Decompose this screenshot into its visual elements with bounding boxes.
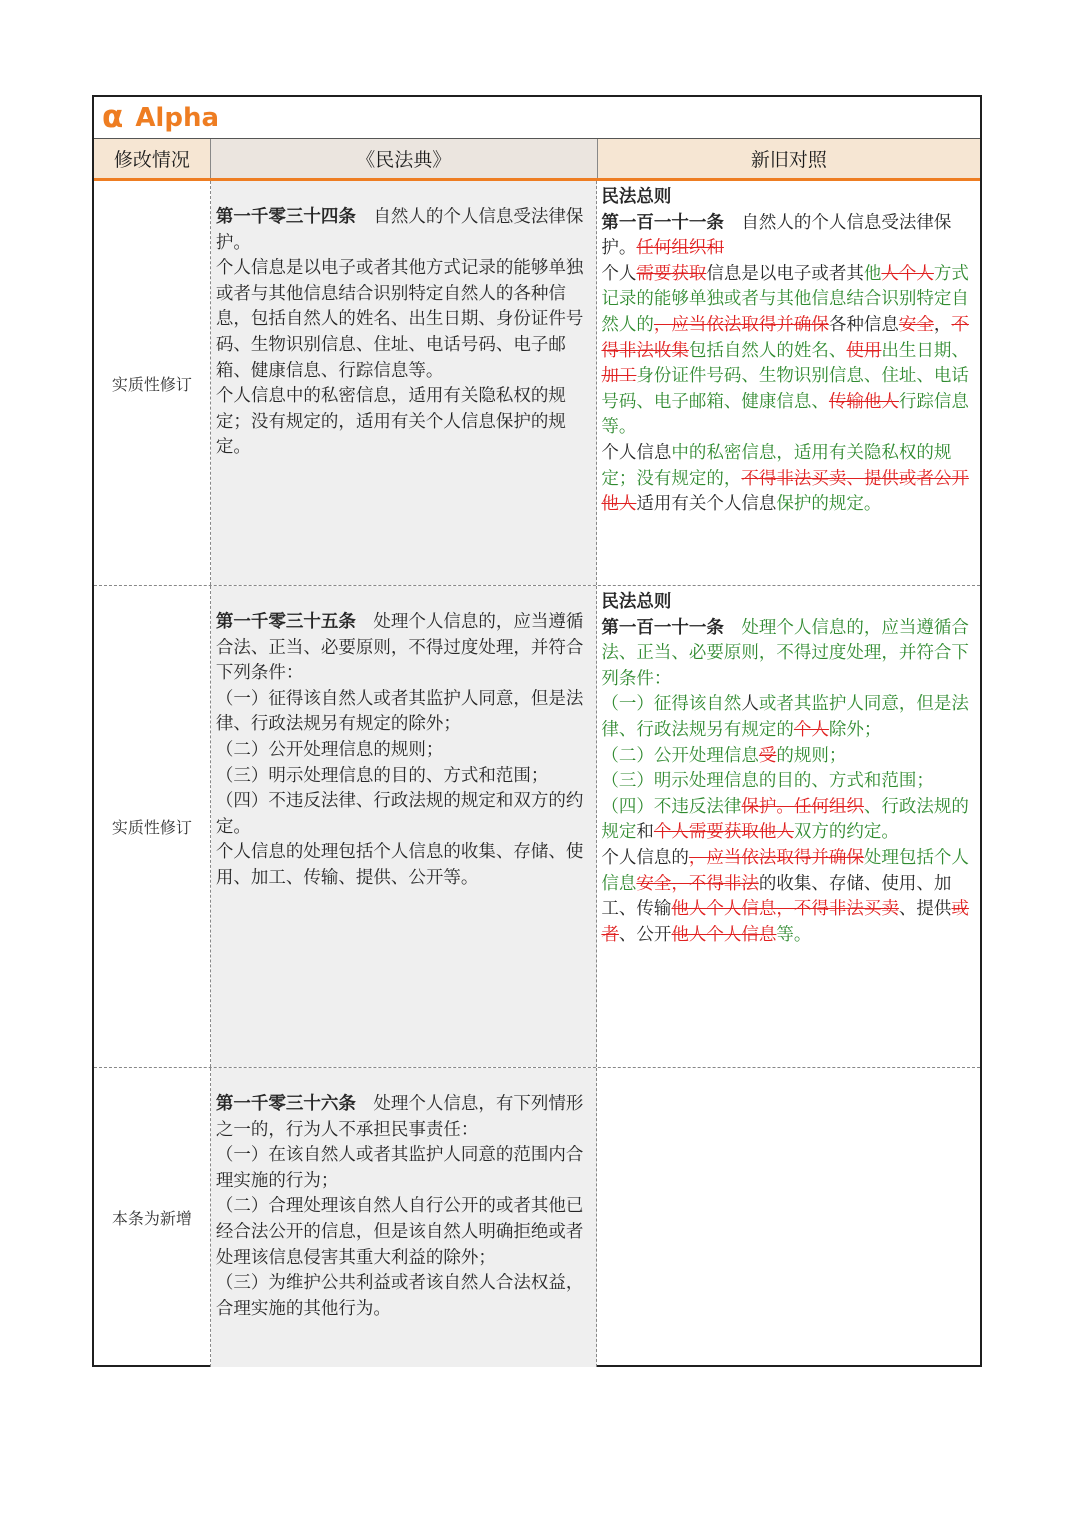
text-segment: （一）征得该自然人或者其监护人同意，但是法律、行政法规另有规定的除外； <box>215 688 584 735</box>
paragraph <box>216 205 594 256</box>
comparison-cell <box>597 181 980 585</box>
deleted-text: ，应当依法取得并确保 <box>688 847 864 868</box>
deleted-text: 个人 <box>793 719 829 740</box>
text-segment: 个人信息 <box>601 847 672 868</box>
deleted-text: 安全，不得非法 <box>636 873 759 894</box>
civil-code-cell <box>211 586 598 1067</box>
unchanged-text: 他 <box>863 263 882 284</box>
text-segment: 个人信息是以电子或者其他方式记录的能够单独或者与其他信息结合识别特定自然人的各种信息，包括自然人的姓名、出生日期、身份证件号码、生物识别信息、住址、电话号码、电子邮箱、健康信息、行踪信息等。 <box>215 258 584 381</box>
unchanged-text: 处理个人信息的，应当遵循合法、正当、必要原则，不得过度处理，并符合下列条件： <box>601 617 969 689</box>
revision-status-cell: 实质性修订 <box>94 586 211 1067</box>
deleted-text: 安全 <box>898 314 934 335</box>
brand-bar <box>94 97 980 139</box>
deleted-text: 需要获取 <box>636 263 707 284</box>
article-heading: 民法总则 <box>601 592 672 612</box>
paragraph <box>216 1271 594 1322</box>
brand-name: Alpha <box>135 102 220 133</box>
revision-status-cell: 实质性修订 <box>94 181 211 585</box>
text-segment: （四）不违反法律、行政法规的规定和双方的约定。 <box>215 791 584 837</box>
paragraph <box>216 1143 594 1194</box>
unchanged-text: 处理包括个人信息 <box>601 847 969 894</box>
paragraph <box>216 256 594 384</box>
text-segment: 个人信息 <box>601 442 672 463</box>
text-segment: 自然人的个人信息受法律保护。 <box>215 207 584 253</box>
table-row <box>94 181 980 586</box>
deleted-text: 或者 <box>601 899 969 945</box>
unchanged-text: 、行政法规的规定 <box>601 796 969 843</box>
deleted-text: 传输他人 <box>828 391 899 412</box>
text-segment: 处理个人信息，有下列情形之一的，行为人不承担民事责任： <box>215 1094 584 1140</box>
article-heading: 第一百一十一条 <box>601 617 724 638</box>
text-segment: 个人信息中的私密信息，适用有关隐私权的规定；没有规定的，适用有关个人信息保护的规定。 <box>215 386 566 458</box>
deleted-text: 不得非法收集 <box>601 314 969 361</box>
article-heading: 民法总则 <box>601 187 672 207</box>
text-segment: 个人信息 <box>706 494 777 515</box>
paragraph <box>601 262 977 441</box>
unchanged-text: 身份证件号码、生物识别信息、住址、电话号码、电子邮箱、健康信息、 <box>601 366 969 412</box>
table-row <box>94 1068 980 1367</box>
unchanged-text: 等。 <box>776 924 812 945</box>
text-segment: 自然人的个人信息受法律保护。 <box>601 212 952 259</box>
paragraph <box>216 610 594 687</box>
deleted-text: 保护。任何组织 <box>741 796 864 817</box>
paragraph <box>601 846 977 948</box>
text-segment: 人 <box>741 694 759 715</box>
unchanged-text: （二）公开处理信息 <box>601 745 759 766</box>
paragraph <box>216 384 594 461</box>
text-segment: 和 <box>636 822 654 843</box>
unchanged-text: 保护的规定。 <box>776 494 882 515</box>
text-segment: 适用有关 <box>636 494 707 515</box>
deleted-text: 使用 <box>846 340 882 361</box>
text-segment: （三）为维护公共利益或者该自然人合法权益，合理实施的其他行为。 <box>215 1273 584 1319</box>
deleted-text: 个人需要获取他人 <box>653 822 794 843</box>
unchanged-text: 的规则； <box>776 745 847 766</box>
paragraph <box>601 616 977 693</box>
paragraph <box>601 590 977 616</box>
header-old-new-comparison: 新旧对照 <box>598 139 980 178</box>
unchanged-text: （一）征得该自然 <box>601 694 742 715</box>
alpha-logo-icon: α <box>102 99 124 135</box>
paragraph <box>601 795 977 846</box>
unchanged-text: （三）明示处理信息的目的、方式和范围； <box>601 771 934 792</box>
revision-status-cell: 本条为新增 <box>94 1068 211 1367</box>
paragraph <box>216 687 594 738</box>
unchanged-text: 方式记录的能够单独或者与其他信息结合识别特定自然人的 <box>601 263 969 335</box>
text-segment: 个人 <box>601 263 637 284</box>
paragraph <box>601 744 977 770</box>
deleted-text: 他人个人信息 <box>671 924 777 945</box>
deleted-text: 他人个人信息，不得非法买卖 <box>671 899 899 920</box>
paragraph <box>601 211 977 262</box>
unchanged-text: 包括自然人的姓名、 <box>688 340 847 361</box>
comparison-table <box>92 95 982 1367</box>
article-heading: 第一千零三十六条 <box>215 1094 356 1114</box>
civil-code-cell <box>211 1068 598 1367</box>
paragraph <box>216 764 594 790</box>
paragraph <box>601 441 977 518</box>
table-header <box>94 139 980 181</box>
article-heading: 第一百一十一条 <box>601 212 724 233</box>
paragraph <box>216 1194 594 1271</box>
deleted-text: 受 <box>758 745 777 766</box>
unchanged-text: （四）不违反法律 <box>601 796 742 817</box>
paragraph <box>216 1092 594 1143</box>
text-segment: 各种信息 <box>828 314 899 335</box>
paragraph <box>216 840 594 891</box>
deleted-text: 任何组织和 <box>636 238 724 259</box>
text-segment: （二）公开处理信息的规则； <box>215 739 444 760</box>
text-segment: （二）合理处理该自然人自行公开的或者其他已经合法公开的信息，但是该自然人明确拒绝或者处理该信息侵害其重大利益的除外； <box>215 1196 584 1268</box>
comparison-cell <box>597 1068 980 1367</box>
text-segment: ， <box>933 314 952 335</box>
table-row <box>94 586 980 1068</box>
unchanged-text: 出生日期、 <box>881 340 969 361</box>
paragraph <box>601 769 977 795</box>
text-segment: 处理个人信息的，应当遵循合法、正当、必要原则，不得过度处理，并符合下列条件： <box>215 612 584 684</box>
paragraph <box>601 185 977 211</box>
unchanged-text: 除外； <box>828 719 882 740</box>
unchanged-text: 行踪信息等。 <box>601 391 969 438</box>
text-segment: 、提供 <box>898 899 952 920</box>
comparison-cell <box>597 586 980 1067</box>
paragraph <box>216 738 594 764</box>
text-segment: 的收集、存储 <box>758 873 864 894</box>
text-segment: 的 <box>671 847 689 868</box>
deleted-text: ，应当依法取得并确保 <box>653 314 829 335</box>
text-segment: 、公开 <box>618 924 672 945</box>
civil-code-cell <box>211 181 598 585</box>
unchanged-text: 或者其监护人同意，但是法律、行政法规另有规定的 <box>601 694 969 740</box>
unchanged-text: 双方的约定。 <box>793 822 899 843</box>
text-segment: 个人信息的处理包括个人信息的收集、存储、使用、加工、传输、提供、公开等。 <box>215 842 584 888</box>
text-segment: （三）明示处理信息的目的、方式和范围； <box>215 765 549 786</box>
article-heading: 第一千零三十四条 <box>215 207 356 227</box>
article-heading: 第一千零三十五条 <box>215 612 356 632</box>
text-segment: 、使用、加工、传输 <box>601 873 952 920</box>
deleted-text: 不得非法买卖、提供或者公开他人 <box>601 468 969 515</box>
paragraph <box>216 789 594 840</box>
unchanged-text: 中的私密信息，适用有关隐私权的规定；没有规定的， <box>601 442 952 489</box>
header-revision-status: 修改情况 <box>94 139 211 178</box>
paragraph <box>601 692 977 743</box>
text-segment: （一）在该自然人或者其监护人同意的范围内合理实施的行为； <box>215 1145 584 1191</box>
deleted-text: 加工 <box>601 366 637 387</box>
text-segment: 信息是以电子或者其 <box>706 263 864 284</box>
header-civil-code: 《民法典》 <box>211 139 598 178</box>
deleted-text: 人个人 <box>881 263 934 284</box>
